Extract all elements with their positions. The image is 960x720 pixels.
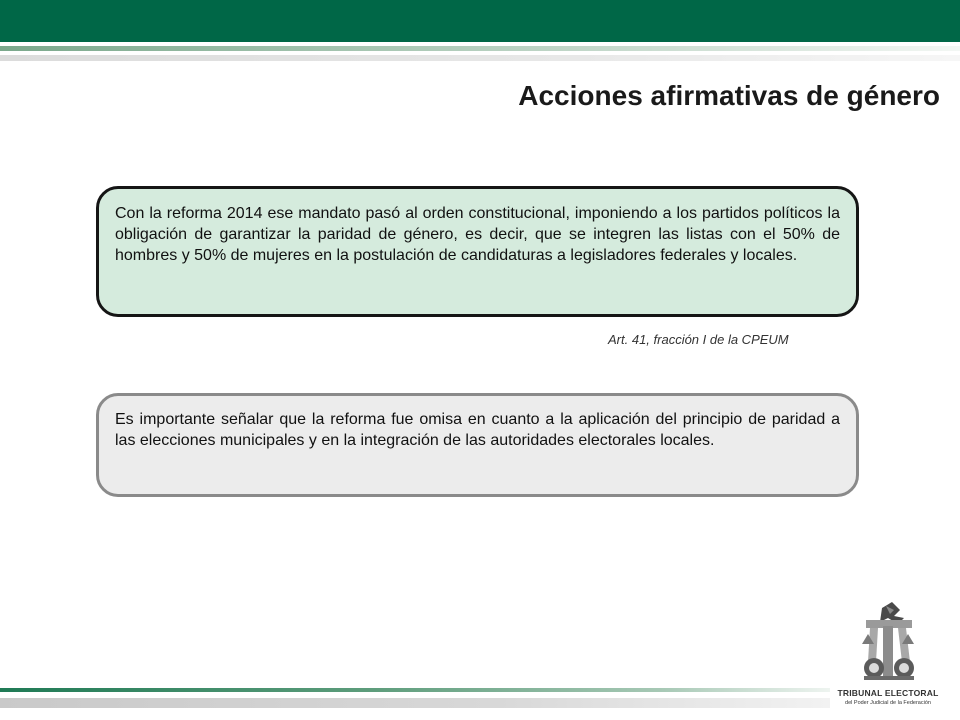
footer-stripe-grey xyxy=(0,698,830,708)
header-stripe-grey xyxy=(0,55,960,61)
header-stripe-green xyxy=(0,46,960,51)
tribunal-logo xyxy=(836,600,940,712)
logo-subtitle: del Poder Judicial de la Federación xyxy=(845,700,931,706)
omission-note-box: Es importante señalar que la reforma fue omisa en cuanto a la aplicación del principio de paridad a las elecciones municipales y en la integración de las autoridades electorales locales. xyxy=(96,393,859,497)
header-bar xyxy=(0,0,960,42)
scales-emblem-icon xyxy=(848,600,928,686)
slide-title: Acciones afirmativas de género xyxy=(518,80,940,111)
citation-note: Art. 41, fracción I de la CPEUM xyxy=(608,332,789,347)
reform-2014-box: Con la reforma 2014 ese mandato pasó al orden constitucional, imponiendo a los partidos políticos la obligación de garantizar la paridad de género, es decir, que se integren las listas con el 50% de hombres y 50% de mujeres en la postulación de candidaturas a legisladores federales y locales. xyxy=(96,186,859,317)
logo-name: TRIBUNAL ELECTORAL xyxy=(837,688,939,698)
footer-stripe-green xyxy=(0,688,830,692)
